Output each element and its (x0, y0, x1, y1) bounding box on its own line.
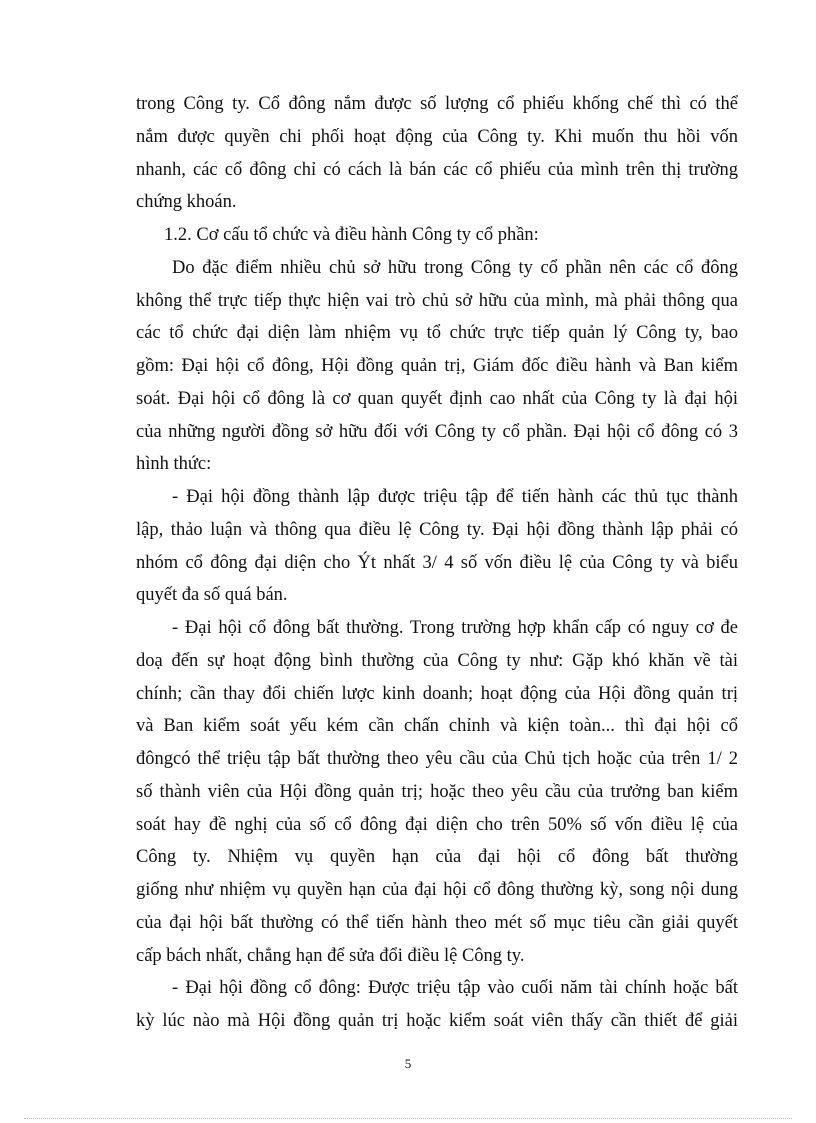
text-line: nắm được quyền chi phối hoạt động của Công ty. Khi muốn thu hồi vốn (136, 126, 738, 147)
text-line: quyết đa số quá bán. (136, 585, 288, 606)
text-line: chứng khoán. (136, 192, 237, 213)
text-line: hình thức: (136, 454, 212, 475)
text-line: đôngcó thể triệu tập bất thường theo yêu cầu của Chủ tịch hoặc của trên 1/ 2 (136, 749, 738, 769)
text-line: soát hay đề nghị của số cổ đông đại diện cho trên 50% số vốn điều lệ của (136, 814, 738, 835)
document-body (136, 88, 738, 1038)
text-line: Công ty. Nhiệm vụ quyền hạn của đại hội cổ đông bất thường (136, 847, 738, 868)
text-line: soát. Đại hội cổ đông là cơ quan quyết định cao nhất của Công ty là đại hội (136, 388, 738, 409)
text-line: số thành viên của Hội đồng quản trị; hoặc theo yêu cầu của trưởng ban kiểm (136, 781, 738, 802)
text-line: - Đại hội đồng cổ đông: Được triệu tập vào cuối năm tài chính hoặc bất (172, 978, 738, 999)
page-number: 5 (404, 1056, 412, 1071)
text-line: của những người đồng sở hữu đối với Công ty cổ phần. Đại hội cổ đông có 3 (136, 421, 738, 442)
footer-divider (24, 1118, 792, 1119)
text-line: nhóm cổ đông đại diện cho Ýt nhất 3/ 4 số vốn điều lệ của Công ty và biểu (136, 552, 738, 573)
text-line: - Đại hội đồng thành lập được triệu tập để tiến hành các thủ tục thành (172, 487, 738, 507)
text-line: lập, thảo luận và thông qua điều lệ Công ty. Đại hội đồng thành lập phải có (136, 519, 738, 540)
text-line: và Ban kiểm soát yếu kém cần chấn chỉnh và kiện toàn... thì đại hội cổ (136, 716, 738, 737)
section-heading: 1.2. Cơ cấu tổ chức và điều hành Công ty cổ phần: (164, 225, 539, 245)
text-line: - Đại hội cổ đông bất thường. Trong trường hợp khẩn cấp có nguy cơ đe (172, 618, 738, 638)
text-line: giống như nhiệm vụ quyền hạn của đại hội cổ đông thường kỳ, song nội dung (136, 880, 738, 900)
text-line: của đại hội bất thường có thể tiến hành theo mét số mục tiêu cần giải quyết (136, 912, 738, 933)
text-line: Do đặc điểm nhiều chủ sở hữu trong Công ty cổ phần nên các cổ đông (172, 257, 738, 278)
text-line: kỳ lúc nào mà Hội đồng quản trị hoặc kiểm soát viên thấy cần thiết để giải (136, 1011, 738, 1031)
text-line: các tổ chức đại diện làm nhiệm vụ tổ chức trực tiếp quản lý Công ty, bao (136, 323, 738, 344)
text-line: nhanh, các cổ đông chỉ có cách là bán các cổ phiếu của mình trên thị trường (136, 159, 738, 180)
text-line: không thể trực tiếp thực hiện vai trò chủ sở hữu của mình, mà phải thông qua (136, 290, 738, 311)
text-line: doạ đến sự hoạt động bình thường của Công ty như: Gặp khó khăn về tài (136, 650, 738, 671)
text-line: trong Công ty. Cổ đông nắm được số lượng cổ phiếu khống chế thì có thể (136, 94, 738, 114)
text-line: gồm: Đại hội cổ đông, Hội đồng quản trị, Giám đốc điều hành và Ban kiểm (136, 356, 738, 376)
text-line: cấp bách nhất, chẳng hạn để sửa đổi điều lệ Công ty. (136, 945, 525, 966)
text-line: chính; cần thay đổi chiến lược kinh doanh; hoạt động của Hội đồng quản trị (136, 683, 738, 704)
